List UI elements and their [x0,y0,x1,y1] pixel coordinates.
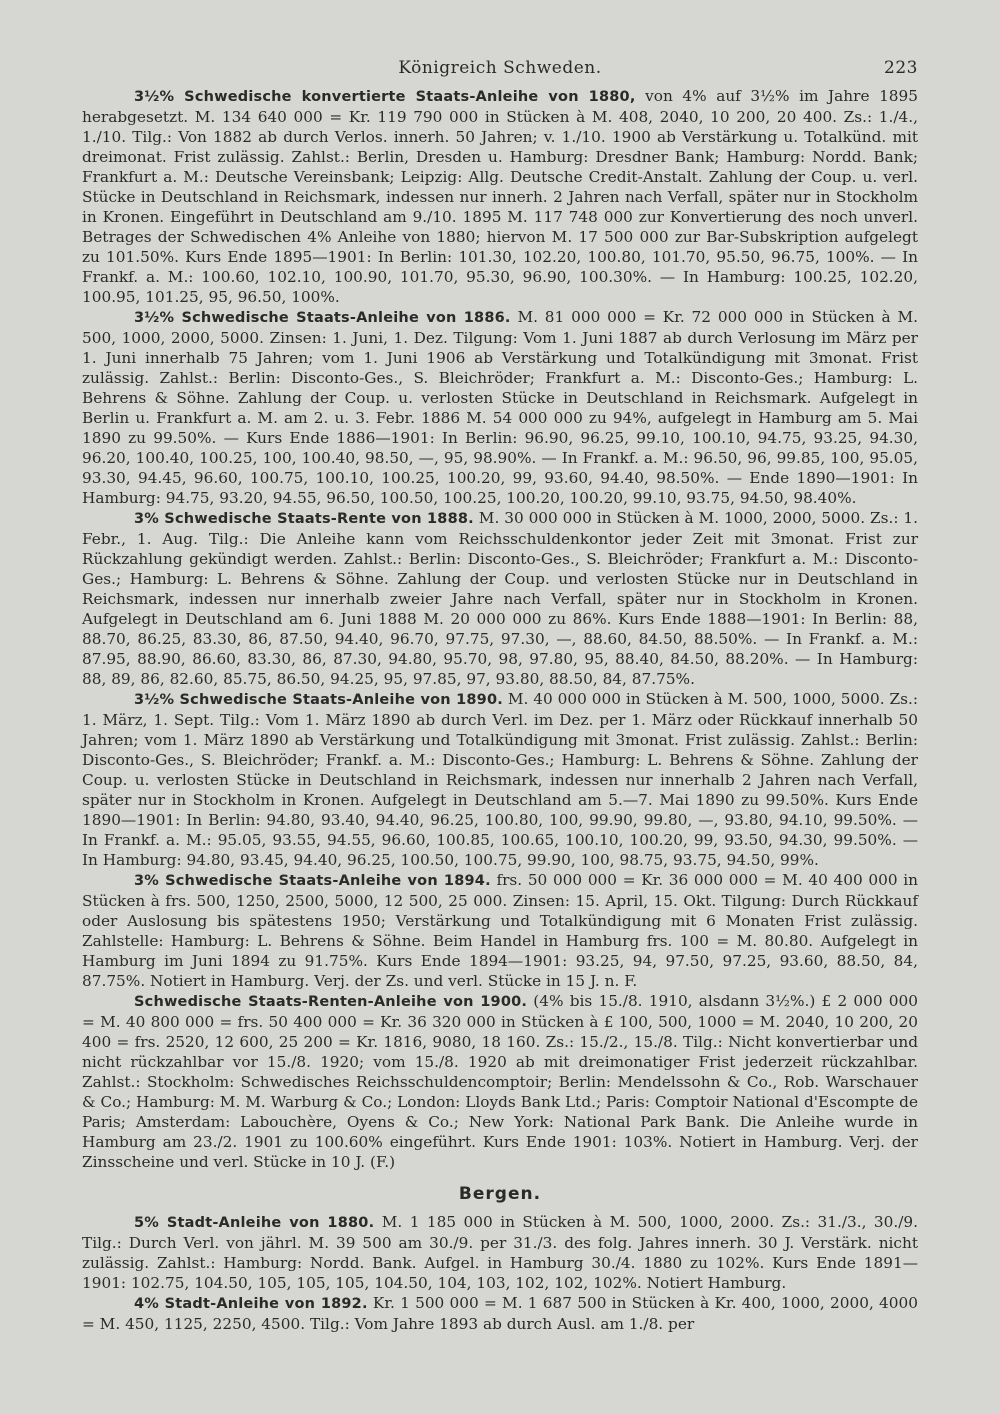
entry-text: M. 30 000 000 in Stücken à M. 1000, 2000, 5000. Zs.: 1. Febr., 1. Aug. Tilg.: Die Anleihe kann vom Reichsschuldenkontor jeder Zeit mit 3monat. Frist zur Rückzahlung gekündigt werden. Zahlst.: Berlin: Disconto-Ges., S. Bleichröder; Frankfurt a. M.: Disconto-Ges.; Hamburg: L. Behrens & Söhne. Zahlung der Coup. und verlosten Stücke nur in Deutschland in Reichsmark, indessen nur innerhalb zweier Jahre nach Verfall, später nur in Stockholm in Kronen. Aufgelegt in Deutschland am 6. Juni 1888 M. 20 000 000 zu 86%. Kurs Ende 1888—1901: In Berlin: 88, 88.70, 86.25, 83.30, 86, 87.50, 94.40, 96.70, 97.75, 97.30, —, 88.60, 84.50, 88.50%. — In Frankf. a. M.: 87.95, 88.90, 86.60, 83.30, 86, 87.30, 94.80, 95.70, 98, 97.80, 95, 88.40, 84.50, 88.20%. — In Hamburg: 88, 89, 86, 82.60, 85.75, 86.50, 94.25, 95, 97.85, 97, 93.80, 88.50, 84, 87.75%. [82,509,919,688]
bond-entry-1880-konvertierte [82,86,918,307]
entry-heading: 3% Schwedische Staats-Anleihe von 1894. [134,873,491,889]
entry-heading: 5% Stadt-Anleihe von 1880. [134,1215,375,1231]
bond-entry-1886 [82,307,918,508]
bond-entry-1894 [82,870,918,991]
entry-text: von 4% auf 3½% im Jahre 1895 herabgesetzt. M. 134 640 000 = Kr. 119 790 000 in Stücken à M. 408, 2040, 10 200, 20 400. Zs.: 1./4., 1./10. Tilg.: Von 1882 ab durch Verlos. innerh. 50 Jahren; v. 1./10. 1900 ab Verstärkung u. Totalkünd. mit dreimonat. Frist zulässig. Zahlst.: Berlin, Dresden u. Hamburg: Dresdner Bank; Hamburg: Nordd. Bank; Frankfurt a. M.: Deutsche Vereinsbank; Leipzig: Allg. Deutsche Credit-Anstalt. Zahlung der Coup. u. verl. Stücke in Deutschland in Reichsmark, indessen nur innerh. 2 Jahren nach Verfall, später nur in Stockholm in Kronen. Eingeführt in Deutschland am 9./10. 1895 M. 117 748 000 zur Konvertierung des noch unverl. Betrages der Schwedischen 4% Anleihe von 1880; hiervon M. 17 500 000 zur Bar-Subskription aufgelegt zu 101.50%. Kurs Ende 1895—1901: In Berlin: 101.30, 102.20, 100.80, 101.70, 95.50, 96.75, 100%. — In Frankf. a. M.: 100.60, 102.10, 100.90, 101.70, 95.30, 96.90, 100.30%. — In Hamburg: 100.25, 102.20, 100.95, 101.25, 95, 96.50, 100%. [82,87,918,306]
entry-text: Kr. 1 500 000 = M. 1 687 500 in Stücken à Kr. 400, 1000, 2000, 4000 = M. 450, 1125, 2250, 4500. Tilg.: Vom Jahre 1893 ab durch Ausl. am 1./8. per [82,1294,918,1333]
bond-entry-1888 [82,508,918,689]
bergen-entry-1880 [82,1212,918,1293]
entry-text: M. 81 000 000 = Kr. 72 000 000 in Stücken à M. 500, 1000, 2000, 5000. Zinsen: 1. Juni, 1. Dez. Tilgung: Vom 1. Juni 1887 ab durch Verlosung im März per 1. Juni innerhalb 75 Jahren; vom 1. Juni 1906 ab Verstärkung und Totalkündigung mit 3monat. Frist zulässig. Zahlst.: Berlin: Disconto-Ges., S. Bleichröder; Frankfurt a. M.: Disconto-Ges.; Hamburg: L. Behrens & Söhne. Zahlung der Coup. u. verlosten Stücke in Deutschland in Reichsmark. Aufgelegt in Berlin u. Frankfurt a. M. am 2. u. 3. Febr. 1886 M. 54 000 000 zu 94%, aufgelegt in Hamburg am 5. Mai 1890 zu 99.50%. — Kurs Ende 1886—1901: In Berlin: 96.90, 96.25, 99.10, 100.10, 94.75, 93.25, 94.30, 96.20, 100.40, 100.25, 100, 100.40, 98.50, —, 95, 98.90%. — In Frankf. a. M.: 96.50, 96, 99.85, 100, 95.05, 93.30, 94.45, 96.60, 100.75, 100.10, 100.25, 100.20, 99, 93.60, 94.40, 98.50%. — Ende 1890—1901: In Hamburg: 94.75, 93.20, 94.55, 96.50, 100.50, 100.25, 100.20, 100.20, 99.10, 93.75, 94.50, 98.40%. [82,308,918,507]
page-header [82,56,918,86]
entry-heading: 3½% Schwedische Staats-Anleihe von 1890. [134,692,503,708]
page-number: 223 [884,58,918,78]
entry-heading: 3½% Schwedische Staats-Anleihe von 1886. [134,310,511,326]
entry-text: M. 1 185 000 in Stücken à M. 500, 1000, 2000. Zs.: 31./3., 30./9. Tilg.: Durch Verl. von jährl. M. 39 500 am 30./9. per 31./3. des folg. Jahres innerh. 30 J. Verstärk. nicht zulässig. Zahlst.: Hamburg: Nordd. Bank. Aufgel. in Hamburg 30./4. 1880 zu 102%. Kurs Ende 1891—1901: 102.75, 104.50, 105, 105, 105, 104.50, 104, 103, 102, 102, 102%. Notiert Hamburg. [82,1213,918,1292]
bond-entry-1900 [82,991,918,1172]
entry-heading: 4% Stadt-Anleihe von 1892. [134,1296,368,1312]
entry-text: (4% bis 15./8. 1910, alsdann 3½%.) £ 2 000 000 = M. 40 800 000 = frs. 50 400 000 = Kr. 36 320 000 in Stücken à £ 100, 500, 1000 = M. 2040, 10 200, 20 400 = frs. 2520, 12 600, 25 200 = Kr. 1816, 9080, 18 160. Zs.: 15./2., 15./8. Tilg.: Nicht konvertierbar und nicht rückzahlbar vor 15./8. 1920; vom 15./8. 1920 ab mit dreimonatiger Frist jederzeit rückzahlbar. Zahlst.: Stockholm: Schwedisches Reichsschuldencomptoir; Berlin: Mendelssohn & Co., Rob. Warschauer & Co.; Hamburg: M. M. Warburg & Co.; London: Lloyds Bank Ltd.; Paris: Comptoir National d'Escompte de Paris; Amsterdam: Labouchère, Oyens & Co.; New York: National Park Bank. Die Anleihe wurde in Hamburg am 23./2. 1901 zu 100.60% eingeführt. Kurs Ende 1901: 103%. Notiert in Hamburg. Verj. der Zinsscheine und verl. Stücke in 10 J. (F.) [82,992,918,1171]
bergen-entry-1892 [82,1293,918,1334]
entry-text: frs. 50 000 000 = Kr. 36 000 000 = M. 40 400 000 in Stücken à frs. 500, 1250, 2500, 5000, 12 500, 25 000. Zinsen: 15. April, 15. Okt. Tilgung: Durch Rückkauf oder Auslosung bis spätestens 1950; Verstärkung und Totalkündigung mit 6 Monaten Frist zulässig. Zahlstelle: Hamburg: L. Behrens & Söhne. Beim Handel in Hamburg frs. 100 = M. 80.80. Aufgelegt in Hamburg im Juni 1894 zu 91.75%. Kurs Ende 1894—1901: 93.25, 94, 97.50, 97.25, 93.60, 88.50, 84, 87.75%. Notiert in Hamburg. Verj. der Zs. und verl. Stücke in 15 J. n. F. [82,871,918,990]
bond-entry-1890 [82,689,918,870]
page-body [82,86,918,1334]
entry-heading: Schwedische Staats-Renten-Anleihe von 1900. [134,994,528,1010]
entry-text: M. 40 000 000 in Stücken à M. 500, 1000, 5000. Zs.: 1. März, 1. Sept. Tilg.: Vom 1. März 1890 ab durch Verl. im Dez. per 1. März oder Rückkauf innerhalb 50 Jahren; vom 1. März 1890 ab Verstärkung und Totalkündigung mit 3monat. Frist zulässig. Zahlst.: Berlin: Disconto-Ges., S. Bleichröder; Frankf. a. M.: Disconto-Ges.; Hamburg: L. Behrens & Söhne. Zahlung der Coup. u. verlosten Stücke in Deutschland in Reichsmark, indessen nur innerhalb 2 Jahren nach Verfall, später nur in Stockholm in Kronen. Aufgelegt in Deutschland am 5.—7. Mai 1890 zu 99.50%. Kurs Ende 1890—1901: In Berlin: 94.80, 93.40, 94.40, 96.25, 100.80, 100, 99.90, 99.80, —, 93.80, 94.10, 99.50%. — In Frankf. a. M.: 95.05, 93.55, 94.55, 96.60, 100.85, 100.65, 100.10, 100.20, 99, 93.50, 94.30, 99.50%. — In Hamburg: 94.80, 93.45, 94.40, 96.25, 100.50, 100.75, 99.90, 100, 98.75, 93.75, 94.50, 99%. [82,690,918,869]
entry-heading: 3% Schwedische Staats-Rente von 1888. [134,511,474,527]
entry-heading: 3½% Schwedische konvertierte Staats-Anleihe von 1880, [134,89,636,105]
running-title: Königreich Schweden. [398,58,602,78]
section-title-bergen: Bergen. [458,1184,542,1204]
